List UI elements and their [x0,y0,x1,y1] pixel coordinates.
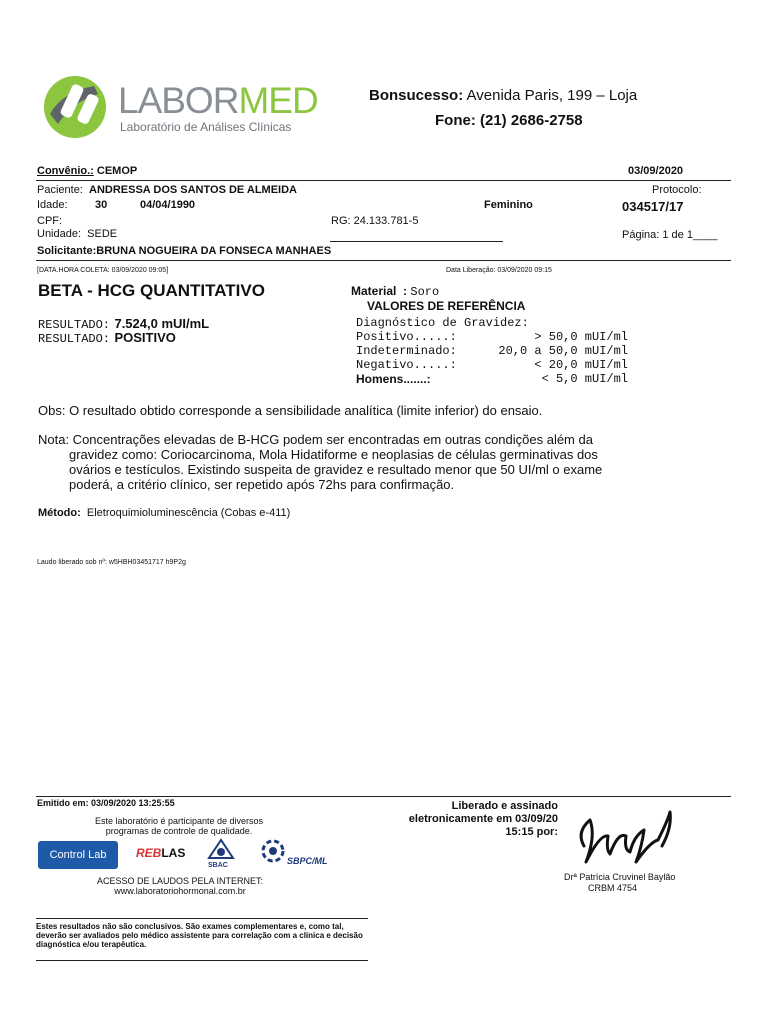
emitido: Emitido em: 03/09/2020 13:25:55 [37,798,175,808]
paciente: Paciente: ANDRESSA DOS SANTOS DE ALMEIDA [37,184,298,196]
protocolo-label: Protocolo: [652,184,702,196]
nota-line: Nota: Concentrações elevadas de B-HCG podem ser encontradas em outras condições além da [38,432,593,447]
sbpc-label: SBPC/ML [287,856,328,866]
pagina: Página: 1 de 1____ [622,229,718,241]
lab-name: LABORMED [118,80,318,121]
divider [36,960,368,961]
obs: Obs: O resultado obtido corresponde a sensibilidade analítica (limite inferior) do ensaio. [38,403,543,418]
divider [36,918,368,919]
signer-name: Drª Patrícia Cruvinel Baylão [564,872,676,882]
exam-title: BETA - HCG QUANTITATIVO [38,281,265,300]
signer-crbm: CRBM 4754 [588,883,638,893]
divider [36,796,731,797]
lab-subtitle: Laboratório de Análises Clínicas [120,120,292,134]
liberacao: Data Liberação: 03/09/2020 09:15 [446,267,552,274]
solicitante: Solicitante:BRUNA NOGUEIRA DA FONSECA MANHAES [37,245,332,257]
idade-value: 30 [95,199,108,211]
report-date: 03/09/2020 [628,165,684,177]
controllab-logo: Control Lab [38,841,118,869]
idade-label: Idade: [37,199,68,211]
rg-underline [330,241,503,242]
disclaimer: Estes resultados não são conclusivos. São exames complementares e, como tal, deverão ser avaliados pelo médico assistente para correlação com a clínica e decisão diagnóstica e/ou terapêutica. [36,922,363,949]
ref-row: Homens.......: < 5,0 mUI/ml [356,372,628,386]
lab-address: Bonsucesso: Avenida Paris, 199 – Loja [369,87,638,104]
convenio: Convênio.: CEMOP [37,165,138,177]
reference-values [356,316,628,386]
unidade: Unidade: SEDE [37,228,118,240]
internet-access-text: ACESSO DE LAUDOS PELA INTERNET: www.laboratoriohormonal.com.br [96,876,264,896]
ref-subtitle: Diagnóstico de Gravidez: [356,316,529,330]
sexo: Feminino [484,199,533,211]
sbpc-logo-icon [260,838,286,864]
divider [36,180,731,181]
nota-line: ovários e testículos. Existindo suspeita de gravidez e resultado menor que 50 UI/ml o exame [69,462,603,477]
nota-line: gravidez como: Coriocarcinoma, Mola Hidatiforme e neoplasias de células germinativas dos [69,447,598,462]
laudo-number: Laudo liberado sob nº: w5HBH03451717 h9P2g [37,559,186,566]
liberado-text: Liberado e assinado eletronicamente em 03/09/20 15:15 por: [408,800,558,838]
birth-date: 04/04/1990 [140,199,196,211]
lab-phone: Fone: (21) 2686-2758 [435,112,583,129]
ref-row: Negativo.....: < 20,0 mUI/ml [356,358,628,372]
reblas-logo: REBLAS [136,846,186,860]
nota-line: poderá, a critério clínico, ser repetido após 72hs para confirmação. [69,477,455,492]
result-2: RESULTADO: POSITIVO [38,330,176,346]
coleta: [DATA.HORA COLETA: 03/09/2020 09:05] [37,267,169,274]
signature-icon [572,806,682,878]
quality-programs-text: Este laboratório é participante de diversos programas de controle de qualidade. [94,816,264,836]
result-1: RESULTADO: 7.524,0 mUI/mL [38,316,210,332]
rg: RG: 24.133.781-5 [331,215,419,227]
material: Material : Soro [351,284,440,299]
sbac-label: SBAC [208,862,228,869]
labormed-logo-icon [42,74,112,140]
cpf-label: CPF: [37,215,63,227]
divider [36,260,731,261]
metodo: Método: Eletroquimioluminescência (Cobas e-411) [38,507,291,519]
ref-title: VALORES DE REFERÊNCIA [367,299,526,313]
ref-row: Indeterminado: 20,0 a 50,0 mUI/ml [356,344,628,358]
protocolo-value: 034517/17 [622,199,684,214]
ref-row: Positivo.....: > 50,0 mUI/ml [356,330,628,344]
